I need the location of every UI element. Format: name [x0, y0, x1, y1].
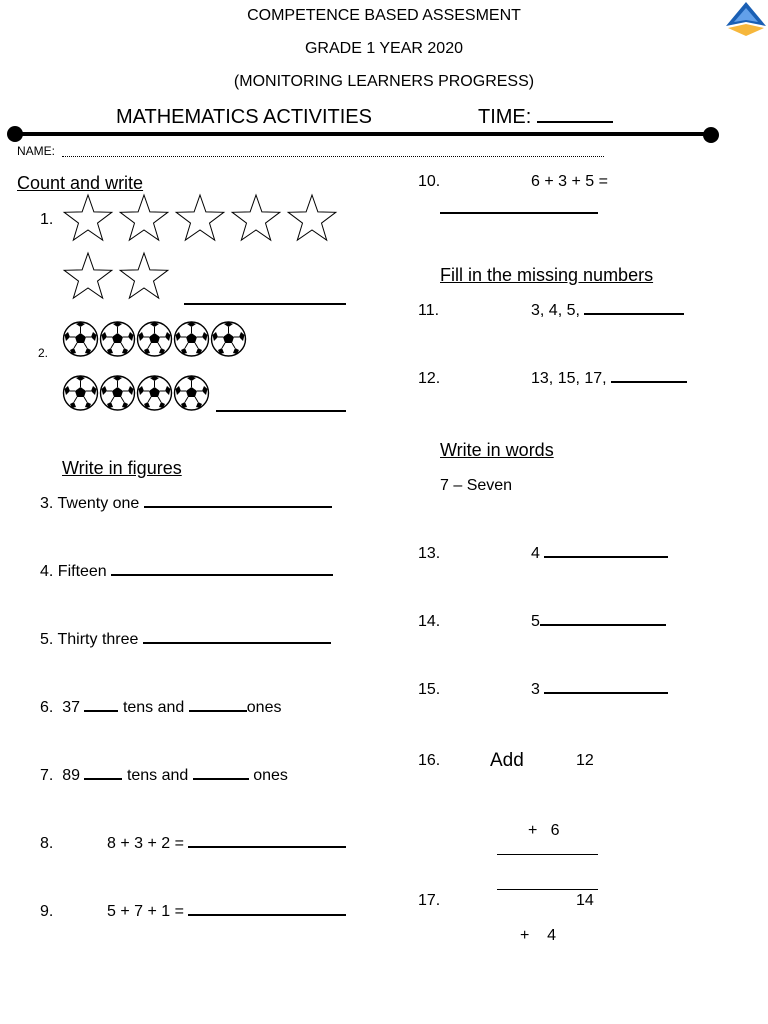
q15-value: 3	[531, 681, 668, 699]
q13-answer-line[interactable]	[544, 555, 668, 558]
q4-item: 4. Fifteen	[40, 563, 333, 581]
football-icon	[173, 320, 210, 358]
q16-answer-line[interactable]	[497, 889, 598, 890]
write-in-words-title: Write in words	[440, 440, 554, 460]
star-icon	[174, 192, 226, 244]
q6-ones-blank[interactable]	[189, 709, 247, 712]
football-icon	[173, 374, 210, 412]
football-icon	[136, 320, 173, 358]
q1-number: 1.	[40, 211, 54, 228]
football-icon	[99, 320, 136, 358]
q17-bottom-number: + 4	[520, 927, 557, 944]
q13-number: 13.	[418, 545, 441, 562]
q3-answer-line[interactable]	[144, 505, 332, 508]
star-icon	[62, 250, 114, 302]
q16-add-label: Add	[490, 750, 524, 771]
star-icon	[62, 192, 114, 244]
q15-answer-line[interactable]	[544, 691, 668, 694]
count-and-write-title: Count and write	[17, 173, 144, 193]
write-in-figures-title: Write in figures	[62, 458, 182, 478]
q9-expression: 5 + 7 + 1 =	[107, 903, 346, 921]
q9-item: 9.	[40, 903, 54, 920]
header-title-3: (MONITORING LEARNERS PROGRESS)	[233, 73, 535, 90]
star-icon	[230, 192, 282, 244]
football-icon	[62, 374, 99, 412]
name-label: NAME:	[17, 144, 56, 158]
q6-item: 6. 37 tens and ones	[40, 699, 282, 716]
name-field[interactable]	[62, 156, 604, 157]
q13-value: 4	[531, 545, 668, 563]
q2-answer-line[interactable]	[216, 410, 346, 412]
q14-number: 14.	[418, 613, 441, 630]
star-icon	[286, 192, 338, 244]
q10-answer-line[interactable]	[440, 212, 598, 214]
q17-top-number: 14	[576, 892, 594, 909]
football-icon	[62, 320, 99, 358]
q8-expression: 8 + 3 + 2 =	[107, 835, 346, 853]
q17-number: 17.	[418, 892, 441, 909]
q14-value: 5	[531, 613, 666, 631]
header-title-2: GRADE 1 YEAR 2020	[304, 40, 463, 57]
q10-expression: 6 + 3 + 5 =	[531, 173, 608, 190]
football-icon	[210, 320, 247, 358]
q16-bottom-number: + 6	[528, 822, 560, 839]
q5-item: 5. Thirty three	[40, 631, 331, 649]
q11-sequence: 3, 4, 5,	[531, 302, 684, 320]
q1-answer-line[interactable]	[184, 303, 346, 305]
q3-item: 3. Twenty one	[40, 495, 332, 513]
q5-answer-line[interactable]	[143, 641, 331, 644]
star-icon	[118, 250, 170, 302]
q12-number: 12.	[418, 370, 441, 387]
q15-number: 15.	[418, 681, 441, 698]
q7-tens-blank[interactable]	[84, 777, 122, 780]
q6-tens-blank[interactable]	[84, 709, 118, 712]
q2-number: 2.	[38, 346, 49, 360]
fill-missing-title: Fill in the missing numbers	[440, 265, 654, 285]
q8-item: 8.	[40, 835, 54, 852]
q7-item: 7. 89 tens and ones	[40, 767, 288, 784]
football-icon	[99, 374, 136, 412]
q16-top-number: 12	[576, 752, 594, 769]
q11-answer-line[interactable]	[584, 312, 684, 315]
words-example: 7 – Seven	[440, 477, 513, 494]
time-label: TIME:	[478, 106, 613, 129]
q16-number: 16.	[418, 752, 441, 769]
q4-answer-line[interactable]	[111, 573, 333, 576]
football-icon	[136, 374, 173, 412]
subject-title: MATHEMATICS ACTIVITIES	[116, 106, 372, 128]
q14-answer-line[interactable]	[540, 623, 666, 626]
q16-sum-line	[497, 854, 598, 855]
q11-number: 11.	[418, 302, 440, 319]
q12-sequence: 13, 15, 17,	[531, 370, 687, 388]
star-icon	[118, 192, 170, 244]
q9-answer-line[interactable]	[188, 913, 346, 916]
header-title-1: COMPETENCE BASED ASSESMENT	[247, 7, 521, 24]
q8-answer-line[interactable]	[188, 845, 346, 848]
q12-answer-line[interactable]	[611, 380, 687, 383]
q7-ones-blank[interactable]	[193, 777, 249, 780]
q10-number: 10.	[418, 173, 441, 190]
